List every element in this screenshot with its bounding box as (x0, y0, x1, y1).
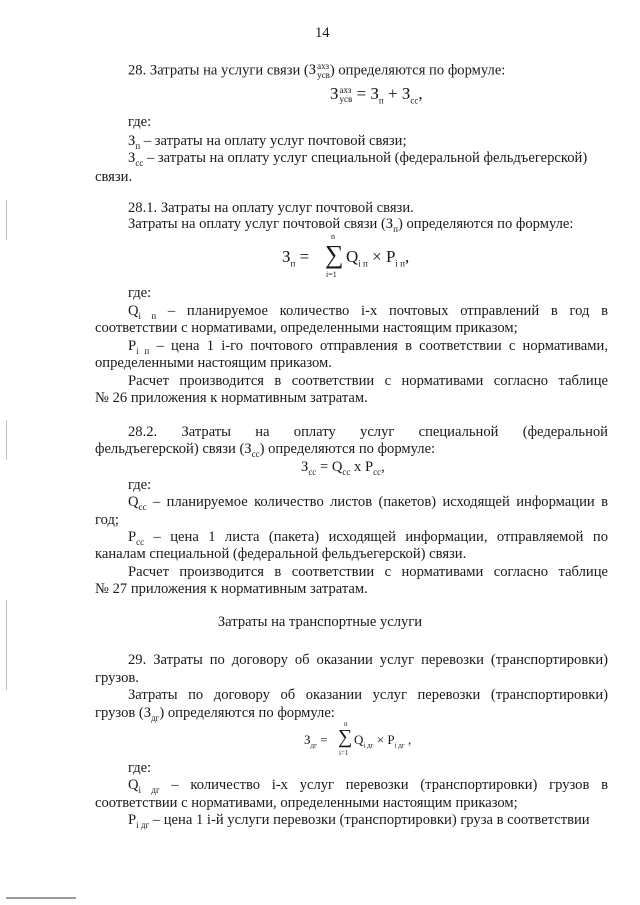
s28-intro-symbol: З ахз усв (308, 61, 330, 80)
left-scan-mark-1 (6, 200, 7, 240)
s29-line2: грузов. (95, 670, 139, 686)
s281-formula: $З_п$ = n ∑ i=1 $Q_{i п} \times P_{i п}$, (282, 232, 410, 279)
s29-line1: 29. Затраты по договору об оказании услуг перевозки (транспортировки) (128, 652, 608, 668)
s28-def-p: $З_п$ – затраты на оплату услуг почтовой связи; (128, 133, 407, 151)
s282-calc-line2: № 27 приложения к нормативным затратам. (95, 581, 368, 597)
s28-formula: З ахз усв = $З_п + З_{сс}$, (330, 84, 423, 106)
s29-q-line2: соответствии с нормативами, определенными настоящим приказом; (95, 795, 518, 811)
s281-calc-line2: № 26 приложения к нормативным затратам. (95, 390, 368, 406)
s282-line2: фельдъегерской) связи $(З_{сс})$ определяются по формуле: (95, 441, 436, 459)
s281-calc-line1: Расчет производится в соответствии с нормативами согласно таблице (128, 373, 608, 389)
s29-q-line1: $Q_{i дг}$ – количество i-х услуг перевозки (транспортировки) грузов в (128, 777, 608, 795)
s282-line1: 28.2. Затраты на оплату услуг специальной (федеральной (128, 424, 608, 440)
s28-def-cc-cont: связи. (95, 169, 133, 185)
left-scan-mark-3 (6, 600, 7, 690)
section-heading: Затраты на транспортные услуги (217, 614, 423, 630)
s282-q-line2: год; (95, 512, 119, 528)
s281-where: где: (128, 285, 152, 301)
s28-where: где: (128, 114, 152, 130)
s282-p-line1: $P_{сс}$ – цена 1 листа (пакета) исходящей информации, отправляемой по (128, 529, 608, 547)
s281-p-line1: $P_{i п}$ – цена 1 i-го почтового отправления в соответствии с нормативами, (128, 338, 608, 356)
s28-intro-after: ) определяются по формуле: (329, 62, 506, 79)
s282-where: где: (128, 477, 152, 493)
s281-q-line2: соответствии с нормативами, определенными настоящим приказом; (95, 320, 518, 336)
s29-p-line1: $P_{i дг}$ – цена 1 i-й услуги перевозки (транспортировки) груза в соответствии (128, 812, 590, 830)
s282-calc-line1: Расчет производится в соответствии с нормативами согласно таблице (128, 564, 608, 580)
s281-intro: Затраты на оплату услуг почтовой связи $(З_п)$ определяются по формуле: (128, 216, 574, 234)
s29-intro-line2: грузов $(З_{дг})$ определяются по формуле: (95, 705, 335, 723)
s281-p-line2: определенными настоящим приказом. (95, 355, 332, 371)
s281-title: 28.1. Затраты на оплату услуг почтовой связи. (128, 200, 414, 216)
s28-intro-before: 28. Затраты на услуги связи ( (128, 62, 309, 79)
page-number: 14 (315, 25, 330, 41)
s281-q-line1: $Q_{i п}$ – планируемое количество i-х почтовых отправлений в год в (128, 303, 608, 321)
s29-intro-line1: Затраты по договору об оказании услуг перевозки (транспортировки) (128, 687, 608, 703)
s29-where: где: (128, 760, 152, 776)
s282-formula: $З_{сс} = Q_{сс}$ x $P_{сс}$, (301, 459, 385, 477)
s282-p-line2: каналам специальной (федеральной фельдъегерской) связи. (95, 546, 467, 562)
s29-formula: $З_{дг}$ = n ∑ i=1 $Q_{i дг} \times P_{i дг}$ , (304, 720, 412, 757)
left-scan-mark-2 (6, 420, 7, 460)
s282-q-line1: $Q_{сс}$ – планируемое количество листов (пакетов) исходящей информации в (128, 494, 608, 512)
s28-intro (128, 62, 505, 80)
bottom-scan-rule (6, 897, 76, 899)
s28-def-cc: $З_{сс}$ – затраты на оплату услуг специальной (федеральной фельдъегерской) (128, 150, 588, 168)
